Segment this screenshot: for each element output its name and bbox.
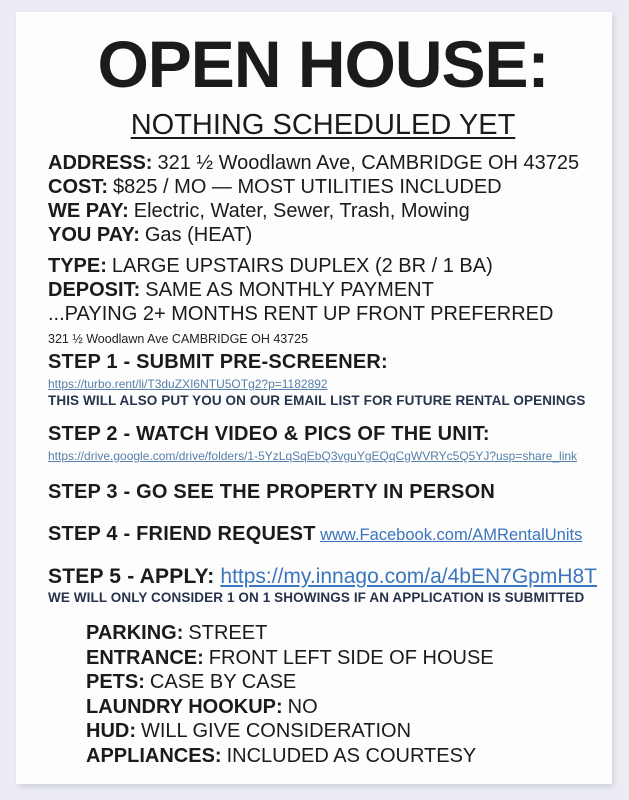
we-pay-label: WE PAY: [48, 200, 129, 222]
cost-value: $825 / MO — MOST UTILITIES INCLUDED [113, 176, 502, 198]
email-list-note: THIS WILL ALSO PUT YOU ON OUR EMAIL LIST FOR FUTURE RENTAL OPENINGS [48, 393, 586, 408]
cost-line [48, 175, 598, 199]
facebook-link[interactable]: www.Facebook.com/AMRentalUnits [320, 526, 583, 544]
step-1 [48, 349, 598, 409]
innago-apply-link[interactable]: https://my.innago.com/a/4bEN7GpmH8T [220, 565, 597, 588]
flyer-page [16, 12, 612, 784]
drive-folder-link[interactable]: https://drive.google.com/drive/folders/1-5YzLqSqEbQ3vguYgEQqCgWVRYc5Q5YJ?usp=share_link [48, 449, 578, 463]
deposit-line [48, 278, 598, 302]
step2-heading: STEP 2 - WATCH VIDEO & PICS OF THE UNIT: [48, 423, 490, 445]
hud-value: WILL GIVE CONSIDERATION [141, 720, 412, 742]
details-block [86, 621, 598, 768]
laundry-value: NO [287, 695, 318, 718]
cost-label: COST: [48, 176, 108, 198]
entrance-line [86, 646, 598, 671]
small-address: 321 ½ Woodlawn Ave CAMBRIDGE OH 43725 [48, 332, 309, 346]
step-4 [48, 521, 598, 547]
step4-heading: STEP 4 - FRIEND REQUEST [48, 523, 316, 545]
step-5 [48, 563, 598, 606]
appliances-label: APPLIANCES: [86, 744, 222, 767]
address-label: ADDRESS: [48, 152, 153, 174]
prescreener-link[interactable]: https://turbo.rent/li/T3duZXI6NTU5OTg2?p=1182892 [48, 377, 328, 391]
laundry-label: LAUNDRY HOOKUP: [86, 695, 283, 718]
rent-upfront-note: ...PAYING 2+ MONTHS RENT UP FRONT PREFERRED [48, 303, 554, 325]
pets-line [86, 670, 598, 695]
parking-line [86, 621, 598, 646]
parking-label: PARKING: [86, 622, 184, 644]
address-line [48, 151, 598, 175]
laundry-line [86, 695, 598, 720]
pets-label: PETS: [86, 671, 145, 693]
parking-value: STREET [188, 622, 268, 644]
entrance-value: FRONT LEFT SIDE OF HOUSE [208, 646, 494, 669]
step1-heading: STEP 1 - SUBMIT PRE-SCREENER: [48, 351, 388, 373]
deposit-label: DEPOSIT: [48, 279, 141, 301]
pets-value: CASE BY CASE [149, 671, 297, 693]
you-pay-line [48, 223, 598, 247]
appliances-line [86, 744, 598, 769]
type-line [48, 254, 598, 278]
application-note: WE WILL ONLY CONSIDER 1 ON 1 SHOWINGS IF AN APPLICATION IS SUBMITTED [48, 590, 585, 605]
step-2 [48, 421, 598, 465]
appliances-value: INCLUDED AS COURTESY [226, 744, 477, 767]
step5-heading: STEP 5 - APPLY: [48, 565, 215, 588]
address-value: 321 ½ Woodlawn Ave, CAMBRIDGE OH 43725 [157, 152, 580, 174]
you-pay-label: YOU PAY: [48, 224, 140, 246]
step-3 [48, 479, 598, 505]
hud-line [86, 719, 598, 744]
subtitle: NOTHING SCHEDULED YET [130, 109, 516, 141]
entrance-label: ENTRANCE: [86, 646, 204, 669]
page-title: OPEN HOUSE: [97, 27, 549, 101]
type-label: TYPE: [48, 255, 107, 277]
unit-block [48, 254, 598, 326]
type-value: LARGE UPSTAIRS DUPLEX (2 BR / 1 BA) [111, 255, 493, 277]
info-block [48, 151, 598, 247]
you-pay-value: Gas (HEAT) [144, 224, 253, 246]
hud-label: HUD: [86, 720, 136, 742]
step3-heading: STEP 3 - GO SEE THE PROPERTY IN PERSON [48, 481, 495, 503]
we-pay-value: Electric, Water, Sewer, Trash, Mowing [133, 200, 470, 222]
we-pay-line [48, 199, 598, 223]
deposit-value: SAME AS MONTHLY PAYMENT [145, 279, 434, 301]
